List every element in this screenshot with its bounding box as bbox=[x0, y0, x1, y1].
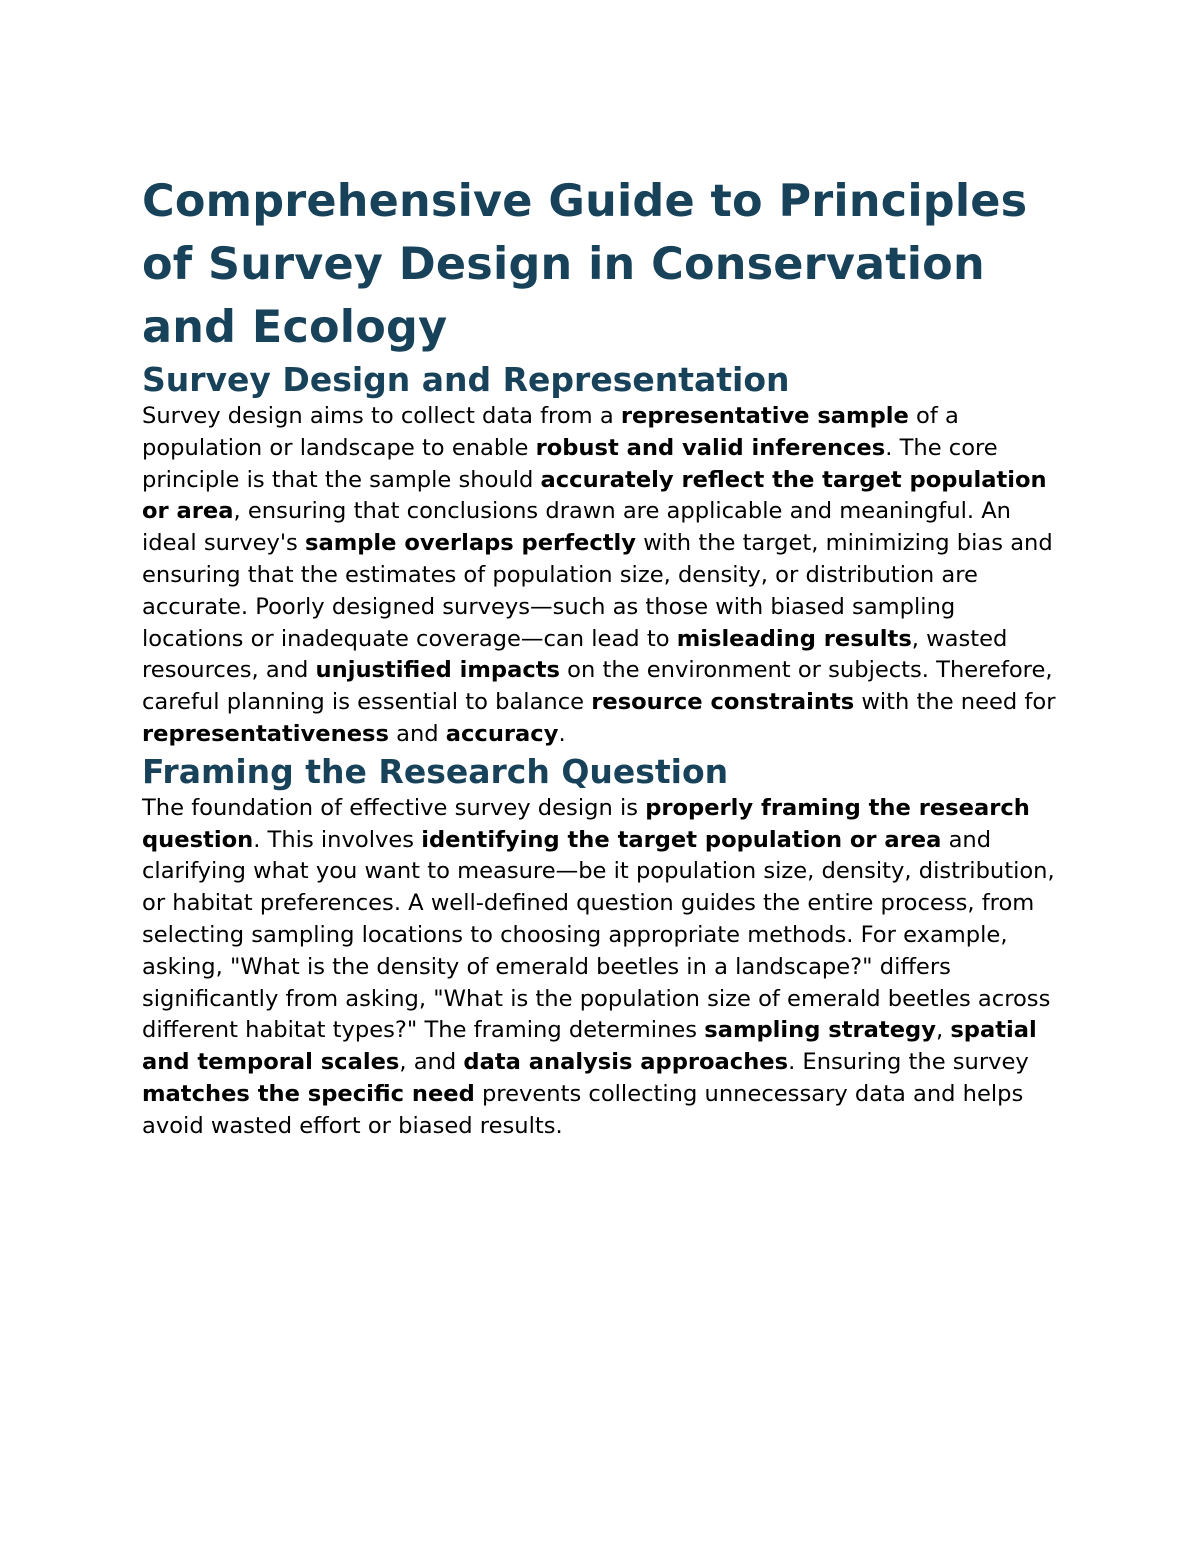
section-paragraph-survey-design: Survey design aims to collect data from a representative sample of a population or landscape to enable robust and valid inferences. The core principle is that the sample should accurately reflect the target population or area, ensuring that conclusions drawn are applicable and meaningful. An ideal survey's sample overlaps perfectly with the target, minimizing bias and ensuring that the estimates of population size, density, or distribution are accurate. Poorly designed surveys—such as those with biased sampling locations or inadequate coverage—can lead to misleading results, wasted resources, and unjustified impacts on the environment or subjects. Therefore, careful planning is essential to balance resource constraints with the need for representativeness and accuracy. bbox=[142, 403, 1056, 747]
section-heading-survey-design: Survey Design and Representation bbox=[142, 360, 790, 399]
document-page bbox=[142, 170, 1062, 1143]
section-heading-research-question: Framing the Research Question bbox=[142, 751, 729, 791]
document-title: Comprehensive Guide to Principles of Survey Design in Conservation and Ecology bbox=[142, 176, 1028, 353]
section-paragraph-research-question: The foundation of effective survey design is properly framing the research question. This involves identifying the target population or area and clarifying what you want to measure—be it population size, density, distribution, or habitat preferences. A well-defined question guides the entire process, from selecting sampling locations to choosing appropriate methods. For example, asking, "What is the density of emerald beetles in a landscape?" differs significantly from asking, "What is the population size of emerald beetles across different habitat types?" The framing determines sampling strategy, spatial and temporal scales, and data analysis approaches. Ensuring the survey matches the specific need prevents collecting unnecessary data and helps avoid wasted effort or biased results. bbox=[142, 794, 1055, 1139]
